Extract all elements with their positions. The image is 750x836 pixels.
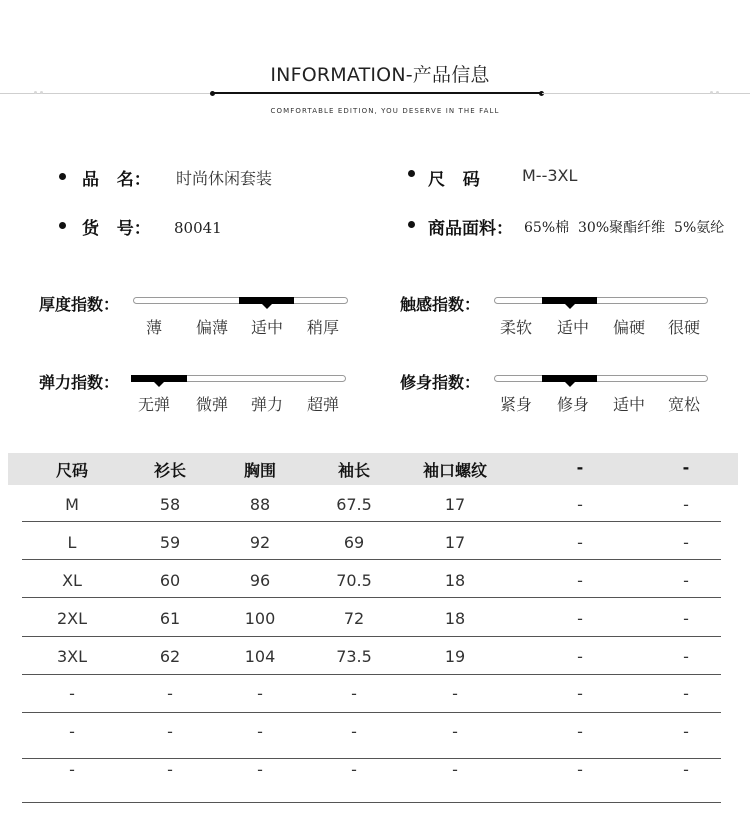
fit-option: 宽松: [667, 395, 700, 414]
table-cell: -: [683, 533, 689, 552]
table-row-divider: [22, 636, 721, 637]
thickness-option: 偏薄: [195, 318, 228, 337]
name-value: 时尚休闲套装: [176, 169, 273, 188]
table-cell: 19: [444, 647, 466, 666]
table-cell: 96: [249, 571, 271, 590]
table-cell: 92: [249, 533, 271, 552]
table-header-cell: -: [576, 458, 584, 477]
divider-dot: [710, 91, 713, 94]
pointer-icon: [565, 304, 575, 309]
table-header-cell: 胸围: [243, 461, 276, 480]
table-header-cell: 袖口螺纹: [422, 461, 487, 480]
table-cell: -: [683, 647, 689, 666]
page-title: INFORMATION-产品信息: [270, 64, 490, 86]
table-cell: -: [577, 684, 583, 703]
table-cell: 17: [444, 495, 466, 514]
table-row-divider: [22, 597, 721, 598]
header-divider-center: [212, 92, 542, 94]
size-value: M--3XL: [522, 166, 578, 185]
table-cell: -: [577, 571, 583, 590]
table-cell: 18: [444, 571, 466, 590]
elasticity-option: 超弹: [306, 395, 339, 414]
touch-option: 偏硬: [612, 318, 645, 337]
table-row-divider: [22, 712, 721, 713]
table-cell: 70.5: [336, 571, 372, 590]
fit-option: 修身: [556, 395, 589, 414]
table-cell: -: [577, 609, 583, 628]
table-cell: 18: [444, 609, 466, 628]
fabric-value: 65%棉 30%聚酯纤维 5%氨纶: [524, 220, 725, 236]
table-cell: 58: [159, 495, 181, 514]
elasticity-option: 微弹: [195, 395, 228, 414]
table-cell: -: [69, 684, 75, 703]
pointer-icon: [154, 382, 164, 387]
table-row-divider: [22, 674, 721, 675]
table-cell: 61: [159, 609, 181, 628]
name-label: 品 名：: [82, 170, 151, 190]
table-cell: -: [577, 760, 583, 779]
table-cell: -: [351, 722, 357, 741]
thickness-index-label: 厚度指数：: [39, 295, 120, 314]
elasticity-option: 无弹: [137, 395, 170, 414]
divider-dot: [40, 91, 43, 94]
fabric-label: 商品面料：: [428, 219, 513, 239]
table-cell: -: [683, 495, 689, 514]
thickness-option: 稍厚: [306, 318, 339, 337]
touch-option: 柔软: [499, 318, 532, 337]
fit-index-label: 修身指数：: [400, 373, 481, 392]
item-number-label: 货 号：: [82, 219, 151, 239]
fit-option: 紧身: [499, 395, 532, 414]
table-cell: 73.5: [336, 647, 372, 666]
table-cell: -: [683, 760, 689, 779]
table-cell: -: [257, 760, 263, 779]
divider-dot: [34, 91, 37, 94]
table-cell: -: [577, 722, 583, 741]
touch-index-marker: [542, 297, 597, 304]
table-cell: -: [452, 684, 458, 703]
table-cell: 69: [343, 533, 365, 552]
table-header-cell: 衫长: [153, 461, 186, 480]
table-row-divider: [22, 802, 721, 803]
table-cell: 3XL: [56, 647, 88, 666]
elasticity-index-label: 弹力指数：: [39, 373, 120, 392]
item-number-value: 80041: [174, 219, 222, 237]
table-cell: -: [257, 684, 263, 703]
table-cell: L: [67, 533, 77, 552]
table-header-cell: -: [682, 458, 690, 477]
table-cell: -: [351, 760, 357, 779]
table-header-cell: 袖长: [337, 461, 370, 480]
size-label: 尺 码: [428, 170, 480, 190]
thickness-index-marker: [239, 297, 294, 304]
table-cell: M: [65, 495, 79, 514]
table-cell: 17: [444, 533, 466, 552]
table-cell: -: [167, 722, 173, 741]
table-cell: -: [351, 684, 357, 703]
table-cell: 67.5: [336, 495, 372, 514]
header-divider-left: [0, 93, 212, 94]
table-cell: 72: [343, 609, 365, 628]
touch-index-track: [494, 297, 708, 304]
table-cell: 100: [244, 609, 276, 628]
table-cell: -: [257, 722, 263, 741]
page-subtitle: COMFORTABLE EDITION, YOU DESERVE IN THE FALL: [270, 107, 500, 115]
table-cell: -: [683, 609, 689, 628]
thickness-option: 薄: [145, 318, 162, 337]
divider-dot: [716, 91, 719, 94]
table-cell: -: [167, 684, 173, 703]
table-row-divider: [22, 559, 721, 560]
table-cell: -: [452, 760, 458, 779]
table-cell: -: [683, 722, 689, 741]
table-cell: 60: [159, 571, 181, 590]
touch-index-label: 触感指数：: [400, 295, 481, 314]
fit-option: 适中: [612, 395, 645, 414]
table-cell: 2XL: [56, 609, 88, 628]
table-cell: 62: [159, 647, 181, 666]
bullet-icon: [59, 173, 66, 180]
bullet-icon: [408, 221, 415, 228]
bullet-icon: [408, 170, 415, 177]
table-cell: -: [577, 533, 583, 552]
elasticity-index-marker: [131, 375, 187, 382]
table-cell: 104: [244, 647, 276, 666]
table-cell: -: [683, 571, 689, 590]
table-cell: -: [577, 647, 583, 666]
pointer-icon: [262, 304, 272, 309]
table-cell: -: [452, 722, 458, 741]
table-row-divider: [22, 521, 721, 522]
table-cell: -: [69, 760, 75, 779]
table-cell: -: [167, 760, 173, 779]
table-cell: 88: [249, 495, 271, 514]
divider-dot: [210, 91, 215, 96]
table-cell: -: [683, 684, 689, 703]
bullet-icon: [59, 222, 66, 229]
table-cell: -: [69, 722, 75, 741]
table-header-cell: 尺码: [55, 461, 88, 480]
fit-index-track: [494, 375, 708, 382]
table-cell: -: [577, 495, 583, 514]
table-cell: 59: [159, 533, 181, 552]
thickness-option: 适中: [250, 318, 283, 337]
table-row-divider: [22, 758, 721, 759]
elasticity-option: 弹力: [250, 395, 283, 414]
touch-option: 适中: [556, 318, 589, 337]
touch-option: 很硬: [667, 318, 700, 337]
pointer-icon: [565, 382, 575, 387]
fit-index-marker: [542, 375, 597, 382]
table-cell: XL: [62, 571, 82, 590]
